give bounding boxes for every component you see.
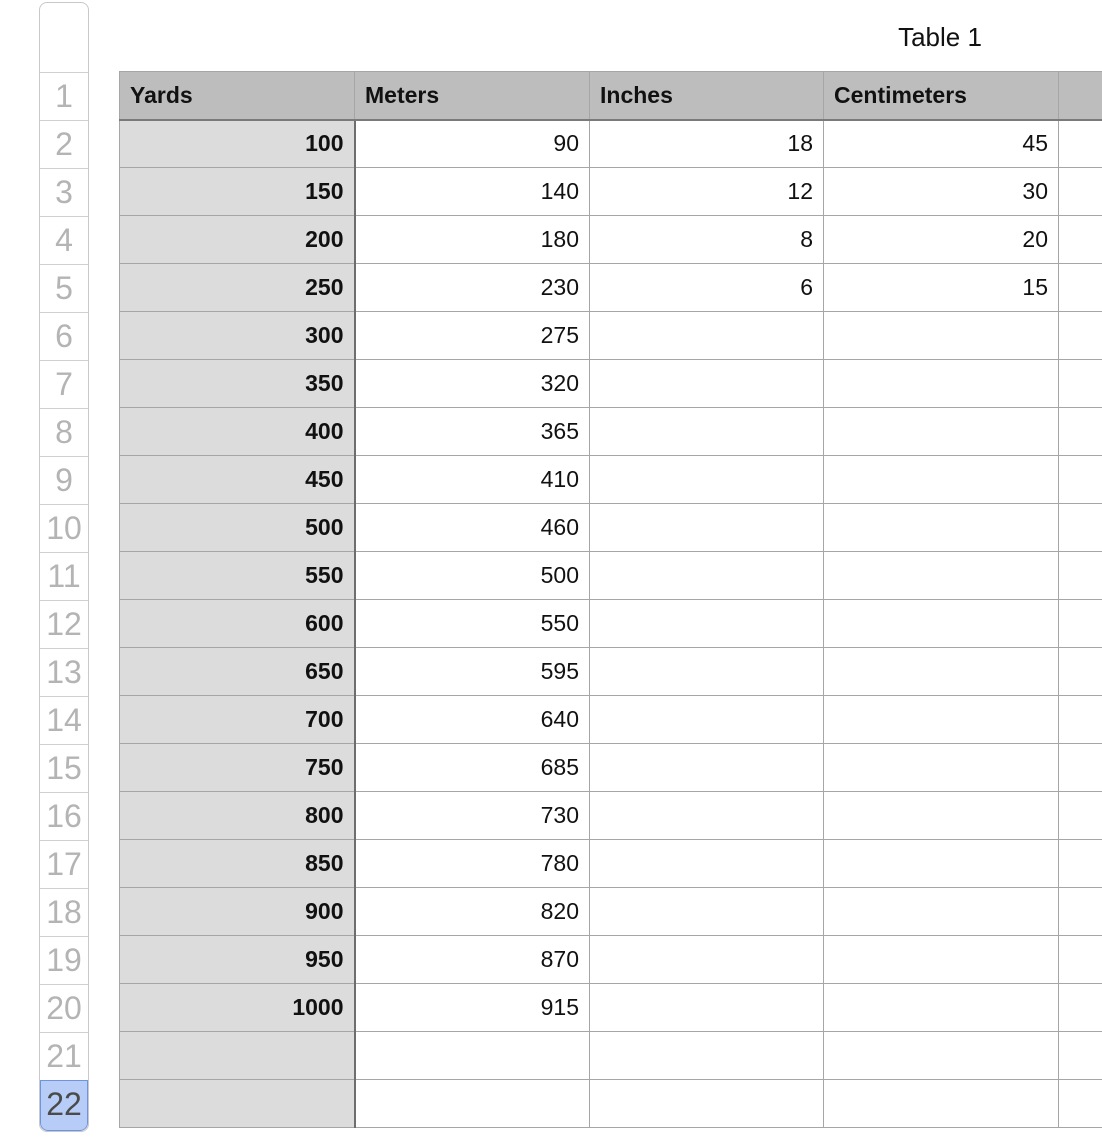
cell-extra[interactable] [1059,1080,1102,1128]
cell-inches[interactable] [590,456,824,504]
cell-extra[interactable] [1059,360,1102,408]
cell-inches[interactable]: 8 [590,216,824,264]
cell-meters[interactable]: 365 [355,408,590,456]
table-row [120,888,1102,936]
cell-yards[interactable]: 650 [120,648,355,696]
cell-yards[interactable]: 150 [120,168,355,216]
cell-meters[interactable]: 410 [355,456,590,504]
table-row [120,1032,1102,1080]
cell-extra[interactable] [1059,408,1102,456]
row-number-1[interactable]: 1 [40,72,88,120]
cell-inches[interactable]: 18 [590,120,824,168]
cell-yards[interactable]: 250 [120,264,355,312]
cell-inches[interactable] [590,360,824,408]
data-table [119,71,1102,1128]
row-number-4[interactable]: 4 [40,216,88,264]
cell-meters[interactable]: 230 [355,264,590,312]
table-row [120,1080,1102,1128]
cell-extra[interactable] [1059,936,1102,984]
cell-inches[interactable] [590,1080,824,1128]
row-number-12[interactable]: 12 [40,600,88,648]
row-number-3[interactable]: 3 [40,168,88,216]
cell-yards[interactable]: 350 [120,360,355,408]
cell-yards[interactable]: 800 [120,792,355,840]
cell-meters[interactable]: 820 [355,888,590,936]
table-row [120,600,1102,648]
cell-extra[interactable] [1059,600,1102,648]
row-number-5[interactable]: 5 [40,264,88,312]
cell-meters[interactable]: 780 [355,840,590,888]
cell-yards[interactable] [120,1080,355,1128]
row-number-7[interactable]: 7 [40,360,88,408]
cell-extra[interactable] [1059,216,1102,264]
cell-inches[interactable] [590,792,824,840]
cell-centimeters[interactable] [824,600,1059,648]
row-number-8[interactable]: 8 [40,408,88,456]
header-cell-extra[interactable] [1059,72,1102,120]
cell-extra[interactable] [1059,840,1102,888]
cell-inches[interactable] [590,312,824,360]
table-row [120,984,1102,1032]
row-header-corner[interactable] [40,3,88,72]
cell-centimeters[interactable] [824,648,1059,696]
cell-centimeters[interactable] [824,792,1059,840]
row-number-21[interactable]: 21 [40,1032,88,1080]
table-row [120,648,1102,696]
cell-inches[interactable] [590,744,824,792]
cell-extra[interactable] [1059,168,1102,216]
cell-inches[interactable] [590,600,824,648]
cell-inches[interactable] [590,408,824,456]
cell-meters[interactable]: 90 [355,120,590,168]
cell-inches[interactable] [590,696,824,744]
cell-extra[interactable] [1059,264,1102,312]
cell-yards[interactable]: 450 [120,456,355,504]
cell-centimeters[interactable]: 20 [824,216,1059,264]
table-row [120,840,1102,888]
row-number-10[interactable]: 10 [40,504,88,552]
cell-inches[interactable] [590,552,824,600]
cell-yards[interactable]: 300 [120,312,355,360]
table-row [120,264,1102,312]
cell-yards[interactable]: 200 [120,216,355,264]
cell-extra[interactable] [1059,312,1102,360]
cell-centimeters[interactable] [824,456,1059,504]
header-row [120,72,1102,120]
cell-centimeters[interactable]: 30 [824,168,1059,216]
cell-centimeters[interactable]: 15 [824,264,1059,312]
cell-yards[interactable]: 1000 [120,984,355,1032]
cell-centimeters[interactable] [824,888,1059,936]
cell-extra[interactable] [1059,648,1102,696]
cell-centimeters[interactable] [824,1080,1059,1128]
cell-meters[interactable]: 460 [355,504,590,552]
table-row [120,216,1102,264]
cell-inches[interactable]: 6 [590,264,824,312]
cell-extra[interactable] [1059,1032,1102,1080]
cell-yards[interactable]: 700 [120,696,355,744]
cell-centimeters[interactable] [824,408,1059,456]
cell-yards[interactable]: 750 [120,744,355,792]
row-number-22-selected[interactable]: 22 [40,1080,88,1131]
table-row [120,936,1102,984]
table-row [120,408,1102,456]
row-number-17[interactable]: 17 [40,840,88,888]
cell-extra[interactable] [1059,984,1102,1032]
cell-meters[interactable] [355,1080,590,1128]
table-row [120,168,1102,216]
cell-yards[interactable]: 500 [120,504,355,552]
cell-inches[interactable] [590,648,824,696]
cell-centimeters[interactable] [824,552,1059,600]
table-row [120,456,1102,504]
cell-extra[interactable] [1059,792,1102,840]
cell-yards[interactable]: 550 [120,552,355,600]
table-row [120,120,1102,168]
table-body [120,120,1102,1128]
cell-meters[interactable]: 550 [355,600,590,648]
cell-extra[interactable] [1059,696,1102,744]
header-cell-inches[interactable]: Inches [590,72,824,120]
cell-extra[interactable] [1059,888,1102,936]
cell-meters[interactable]: 915 [355,984,590,1032]
table-row [120,696,1102,744]
row-header-column [39,2,89,1132]
cell-yards[interactable]: 900 [120,888,355,936]
cell-meters[interactable]: 640 [355,696,590,744]
cell-extra[interactable] [1059,456,1102,504]
cell-centimeters[interactable] [824,696,1059,744]
cell-yards[interactable]: 850 [120,840,355,888]
cell-meters[interactable]: 275 [355,312,590,360]
cell-meters[interactable]: 730 [355,792,590,840]
cell-centimeters[interactable]: 45 [824,120,1059,168]
cell-centimeters[interactable] [824,504,1059,552]
cell-yards[interactable] [120,1032,355,1080]
cell-meters[interactable]: 595 [355,648,590,696]
cell-inches[interactable] [590,984,824,1032]
cell-meters[interactable]: 180 [355,216,590,264]
cell-meters[interactable] [355,1032,590,1080]
cell-meters[interactable]: 870 [355,936,590,984]
row-number-2[interactable]: 2 [40,120,88,168]
cell-centimeters[interactable] [824,984,1059,1032]
row-number-14[interactable]: 14 [40,696,88,744]
table-row [120,504,1102,552]
row-number-11[interactable]: 11 [40,552,88,600]
header-cell-meters[interactable]: Meters [355,72,590,120]
cell-extra[interactable] [1059,120,1102,168]
row-number-9[interactable]: 9 [40,456,88,504]
cell-extra[interactable] [1059,744,1102,792]
header-cell-yards[interactable]: Yards [120,72,355,120]
row-number-6[interactable]: 6 [40,312,88,360]
cell-inches[interactable]: 12 [590,168,824,216]
cell-meters[interactable]: 320 [355,360,590,408]
table-row [120,360,1102,408]
cell-centimeters[interactable] [824,744,1059,792]
cell-yards[interactable]: 100 [120,120,355,168]
cell-centimeters[interactable] [824,312,1059,360]
cell-yards[interactable]: 600 [120,600,355,648]
cell-inches[interactable] [590,936,824,984]
cell-yards[interactable]: 400 [120,408,355,456]
cell-meters[interactable]: 685 [355,744,590,792]
cell-inches[interactable] [590,840,824,888]
row-number-16[interactable]: 16 [40,792,88,840]
row-number-18[interactable]: 18 [40,888,88,936]
cell-meters[interactable]: 500 [355,552,590,600]
cell-inches[interactable] [590,1032,824,1080]
table-row [120,552,1102,600]
table-row [120,792,1102,840]
cell-inches[interactable] [590,888,824,936]
row-number-13[interactable]: 13 [40,648,88,696]
table-row [120,744,1102,792]
cell-centimeters[interactable] [824,1032,1059,1080]
table-row [120,312,1102,360]
header-cell-centimeters[interactable]: Centimeters [824,72,1059,120]
cell-centimeters[interactable] [824,360,1059,408]
cell-inches[interactable] [590,504,824,552]
cell-extra[interactable] [1059,552,1102,600]
cell-extra[interactable] [1059,504,1102,552]
cell-meters[interactable]: 140 [355,168,590,216]
row-number-15[interactable]: 15 [40,744,88,792]
cell-centimeters[interactable] [824,936,1059,984]
row-number-20[interactable]: 20 [40,984,88,1032]
cell-yards[interactable]: 950 [120,936,355,984]
table-title[interactable]: Table 1 [898,22,982,52]
cell-centimeters[interactable] [824,840,1059,888]
row-number-19[interactable]: 19 [40,936,88,984]
